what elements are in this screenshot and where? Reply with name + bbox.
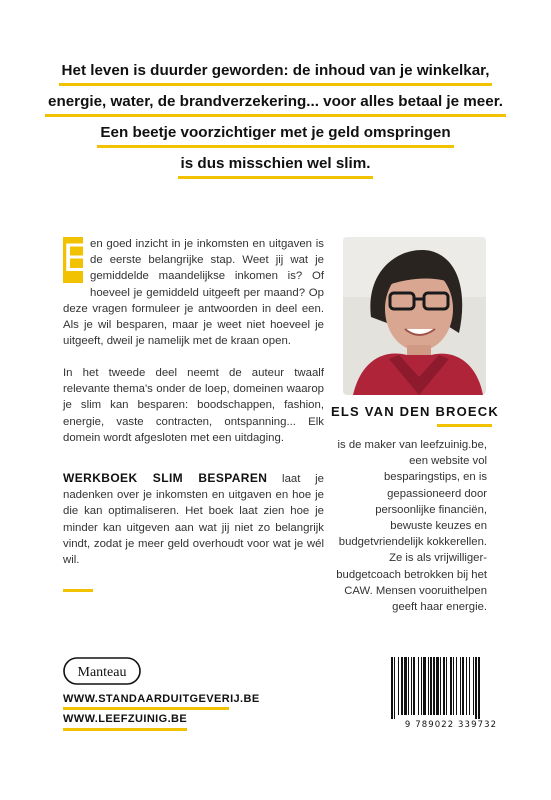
- divider: [63, 589, 93, 592]
- author-name: ELS VAN DEN BROECK: [331, 404, 499, 419]
- barcode-bar: [423, 657, 426, 715]
- paragraph-text: In het tweede deel neemt de auteur twaalf relevante thema's onder de loep, domeinen waarop je slim kan besparen: boodschappen, fashion, energie, vaste contracten, ontspanning... Elk domein wordt afgesloten met een uitdaging.: [63, 367, 324, 444]
- barcode-bar: [418, 657, 419, 715]
- barcode-bar: [478, 657, 480, 719]
- dropcap: [63, 236, 90, 285]
- barcode-bar: [466, 657, 467, 715]
- barcode-bars: [387, 655, 511, 719]
- intro-line: Een beetje voorzichtiger met je geld omspringen: [97, 124, 453, 148]
- paragraph-intro: [63, 236, 324, 349]
- portrait-image: [343, 237, 486, 395]
- barcode-bar: [462, 657, 464, 715]
- barcode-bar: [430, 657, 432, 715]
- publisher-logo: [63, 657, 141, 685]
- author-divider: [437, 424, 492, 427]
- author-website-url[interactable]: WWW.LEEFZUINIG.BE: [63, 713, 188, 725]
- barcode-bar: [460, 657, 461, 715]
- barcode-bar: [404, 657, 407, 715]
- barcode-bar: [398, 657, 399, 715]
- barcode-bar: [391, 657, 393, 719]
- url-underline: [63, 728, 187, 731]
- barcode-bar: [440, 657, 441, 715]
- intro-line: Het leven is duurder geworden: de inhoud van je winkelkar,: [59, 62, 493, 86]
- barcode-bar: [394, 657, 395, 719]
- barcode-bar: [421, 657, 422, 715]
- barcode-bar: [433, 657, 435, 715]
- barcode-bar: [473, 657, 474, 715]
- barcode-bar: [428, 657, 429, 715]
- intro-line: is dus misschien wel slim.: [178, 155, 374, 179]
- paragraph-text: laat je nadenken over je inkomsten en uitgaven en hoe je die kan optimaliseren. Het boek laat zien hoe je minder kan uitgeven aan wat jij niet zo belangrijk vindt, zodat je meer geld overhoudt voor wat je wél wil.: [63, 473, 324, 567]
- barcode-bar: [401, 657, 403, 715]
- barcode-bar: [456, 657, 457, 715]
- url-underline: [63, 707, 229, 710]
- barcode-bar: [450, 657, 452, 715]
- barcode-bar: [475, 657, 477, 719]
- paragraph-book: [63, 470, 324, 568]
- barcode-bar: [443, 657, 445, 715]
- barcode-bar: [446, 657, 447, 715]
- publisher-url[interactable]: WWW.STANDAARDUITGEVERIJ.BE: [63, 693, 260, 705]
- barcode-bar: [469, 657, 470, 715]
- barcode-bar: [408, 657, 409, 715]
- dropcap-letter: E: [63, 236, 90, 280]
- intro-line: energie, water, de brandverzekering... voor alles betaal je meer.: [45, 93, 506, 117]
- paragraph-text: en goed inzicht in je inkomsten en uitgaven is de eerste belangrijke stap. Weet jij wat je gemiddelde maandelijkse inkomen is? Of hoeveel je gemiddeld uitgeeft per maand? Op deze vragen formuleer je antwoorden in deel een. Als je wil besparen, maar je weet niet hoeveel je uitgeeft, dweil je namelijk met de kraan open.: [63, 238, 324, 348]
- publisher-logo-text: Manteau: [77, 665, 127, 680]
- barcode-bar: [436, 657, 439, 715]
- paragraph-themes: [63, 365, 324, 446]
- barcode-digits: 9 789022 339732: [404, 720, 498, 730]
- book-title: WERKBOEK SLIM BESPAREN: [63, 471, 268, 485]
- barcode-bar: [411, 657, 412, 715]
- barcode-bar: [413, 657, 415, 715]
- barcode-bar: [453, 657, 454, 715]
- author-bio: is de maker van leefzuinig.be, een website vol besparingstips, en is gepassioneerd door persoonlijke financiën, bewuste keuzes en budgetvriendelijk kokkerellen. Ze is als vrijwilliger-budgetcoach betrokken bij het CAW. Mensen vooruithelpen geeft haar energie.: [336, 439, 487, 614]
- intro-block: [0, 62, 551, 186]
- author-photo: [343, 237, 486, 395]
